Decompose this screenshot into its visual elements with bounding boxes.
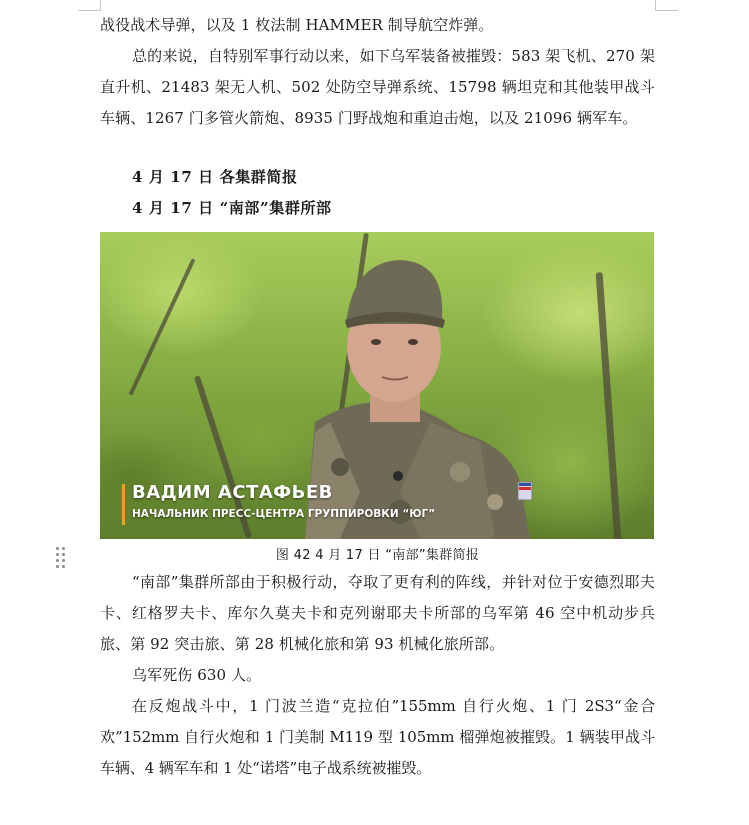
document-page	[100, 0, 655, 784]
figure-caption: 图 42 4 月 17 日 “南部”集群简报	[275, 548, 480, 563]
overlay-role: НАЧАЛЬНИК ПРЕСС-ЦЕНТРА ГРУППИРОВКИ “ЮГ”	[132, 508, 436, 520]
paragraph-intro-end: 战役战术导弹，以及 1 枚法制 HAMMER 制导航空炸弹。	[100, 16, 494, 34]
paragraph-south-2: 乌军死伤 630 人。	[132, 666, 262, 684]
page-corner-mark-left	[78, 0, 101, 11]
heading-groups-briefing: 4 月 17 日 各集群简报	[132, 168, 298, 186]
overlay-accent-bar	[122, 484, 125, 525]
paragraph-summary: 总的来说，自特别军事行动以来，如下乌军装备被摧毁：583 架飞机、270 架直升机、21483 架无人机、502 处防空导弹系统、15798 辆坦克和其他装甲战斗车辆、1267 门多管火箭炮、8935 门野战炮和重迫击炮，以及 21096 辆军车。	[100, 47, 655, 127]
paragraph-south-3: 在反炮战斗中，1 门波兰造“克拉伯”155mm 自行火炮、1 门 2S3“金合欢”152mm 自行火炮和 1 门美制 M119 型 105mm 榴弹炮被摧毁。1 辆装甲战斗车辆、4 辆军车和 1 处“诺塔”电子战系统被摧毁。	[100, 697, 655, 777]
spacer	[100, 134, 655, 162]
figure-photo	[100, 232, 654, 539]
heading-south-group: 4 月 17 日 “南部”集群所部	[132, 199, 332, 217]
paragraph-south-1: “南部”集群所部由于积极行动，夺取了更有利的阵线，并针对位于安德烈耶夫卡、红格罗夫卡、库尔久莫夫卡和克列谢耶夫卡所部的乌军第 46 空中机动步兵旅、第 92 突击旅、第 28 机械化旅和第 93 机械化旅所部。	[100, 573, 655, 653]
page-corner-mark-right	[655, 0, 678, 11]
overlay-name: ВАДИМ АСТАФЬЕВ	[132, 482, 333, 503]
drag-handle-icon[interactable]	[56, 547, 68, 569]
